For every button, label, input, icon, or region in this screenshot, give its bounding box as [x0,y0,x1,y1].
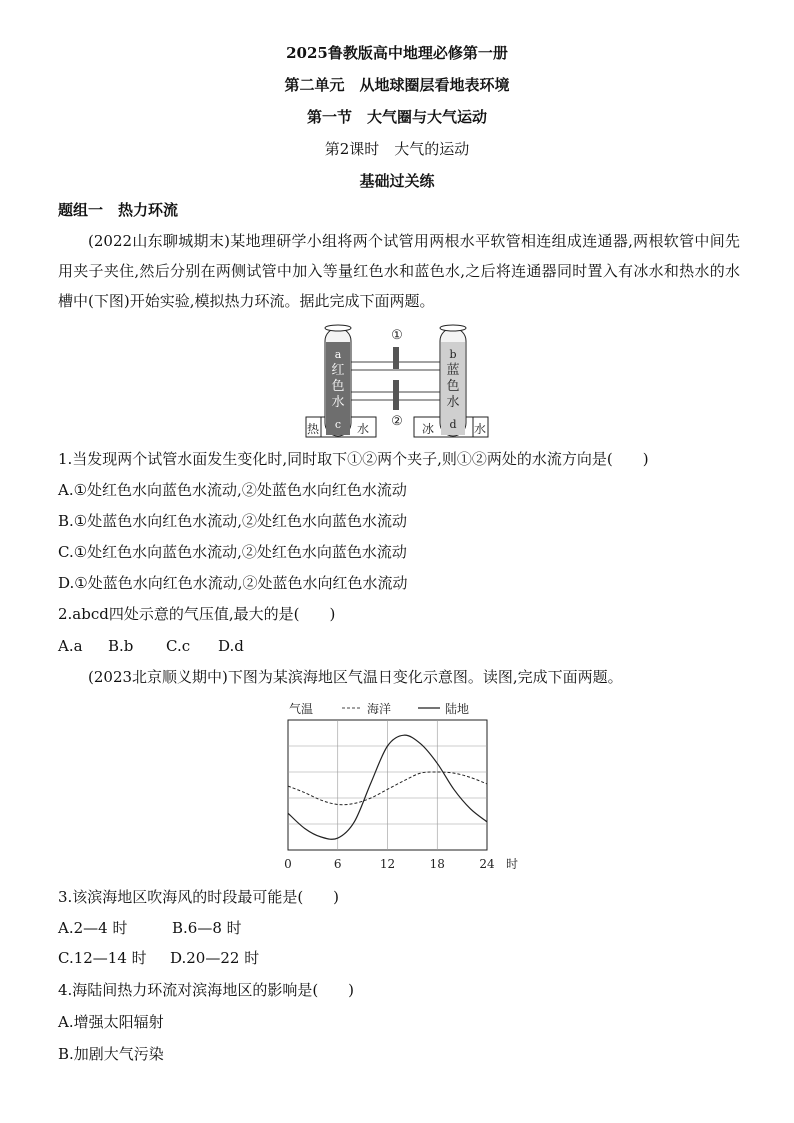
lesson-title: 第2课时 大气的运动 [324,140,470,158]
q2-option-d: D.d [218,637,244,655]
q2-option-a: A.a [58,637,83,655]
legend-ocean-label: 海洋 [367,702,392,716]
label-c: c [334,418,342,431]
water-label-right: 水 [473,422,487,436]
temperature-chart [280,695,520,875]
label-blue-3: 水 [446,395,460,410]
label-blue-1: 蓝 [446,363,460,378]
ice-label: 冰 [421,422,435,436]
group1-intro: (2022山东聊城期末)某地理研学小组将两个试管用两根水平软管相连组成连通器,两根软管中间先用夹子夹住,然后分别在两侧试管中加入等量红色水和蓝色水,之后将连通器同时置入有冰水和热水的水槽中(下图)开始实验,模拟热力环流。据此完成下面两题。 [58,232,740,310]
x-tick-label: 24 [479,857,495,871]
q3-option-b: B.6—8 时 [172,919,242,937]
q1-option-b: B.①处蓝色水向红色水流动,②处红色水向蓝色水流动 [58,512,408,530]
hot-label: 热 [306,422,320,436]
q4-stem: 4.海陆间热力环流对滨海地区的影响是( ) [58,981,355,999]
clip-2 [393,380,399,410]
q4-option-a: A.增强太阳辐射 [58,1013,164,1031]
x-tick-label: 12 [379,857,396,871]
q1-option-a: A.①处红色水向蓝色水流动,②处蓝色水向红色水流动 [58,481,407,499]
water-label-left: 水 [356,422,370,436]
label-d: d [449,418,457,431]
clip-2-label: ② [391,414,403,429]
q3-options-row2 [58,944,259,973]
clip-1 [393,347,399,369]
q1-option-c: C.①处红色水向蓝色水流动,②处红色水向蓝色水流动 [58,543,407,561]
x-tick-label: 6 [333,857,342,871]
experiment-figure [300,320,500,440]
clip-1-label: ① [391,328,403,343]
q4-option-b: B.加剧大气污染 [58,1045,164,1063]
unit-title: 第二单元 从地球圈层看地表环境 [284,76,510,94]
doc-title: 2025鲁教版高中地理必修第一册 [286,44,508,62]
q2-stem: 2.abcd四处示意的气压值,最大的是( ) [58,605,336,623]
group1-heading: 题组一 热力环流 [58,201,179,219]
q3-option-a: A.2—4 时 [58,919,128,937]
x-unit-label: 时 [506,857,519,871]
q3-option-c: C.12—14 时 [58,949,147,967]
q2-option-b: B.b [108,637,134,655]
label-blue-2: 色 [446,379,460,394]
legend-land-label: 陆地 [445,702,470,716]
label-red-2: 色 [331,379,345,394]
section-title: 第一节 大气圈与大气运动 [306,108,487,126]
q3-option-d: D.20—22 时 [170,949,260,967]
q1-stem: 1.当发现两个试管水面发生变化时,同时取下①②两个夹子,则①②两处的水流方向是( ) [58,450,649,468]
q3-stem: 3.该滨海地区吹海风的时段最可能是( ) [58,888,340,906]
q2-options [58,632,244,661]
x-tick-label: 18 [429,857,445,871]
q1-option-d: D.①处蓝色水向红色水流动,②处蓝色水向红色水流动 [58,574,408,592]
label-red-3: 水 [331,395,345,410]
q2-option-c: C.c [166,637,191,655]
label-b: b [449,348,457,361]
chart-grid [288,720,487,850]
q3-options-row1 [58,914,242,943]
chart-ylabel: 气温 [289,702,314,716]
label-a: a [334,348,342,361]
chart-ticks [284,857,495,871]
practice-title: 基础过关练 [359,172,435,190]
x-tick-label: 0 [284,857,292,871]
label-red-1: 红 [331,363,345,378]
group2-intro: (2023北京顺义期中)下图为某滨海地区气温日变化示意图。读图,完成下面两题。 [88,668,623,686]
